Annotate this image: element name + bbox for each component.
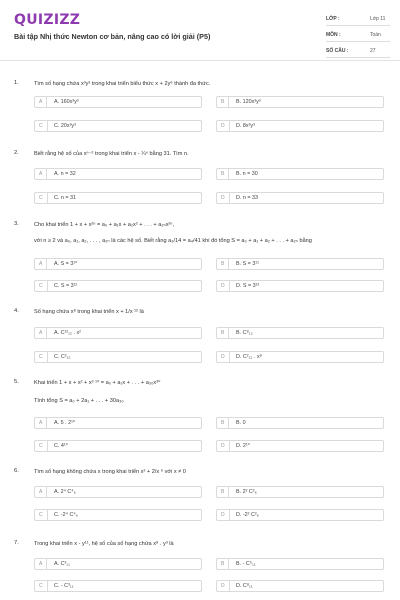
option-b[interactable] [216, 168, 384, 180]
option-text: A. C³₁₁ [54, 561, 70, 567]
option-text: D. 2¹⁰ [236, 443, 250, 449]
question-subtext: với n ≥ 2 và a₀, a₁, a₂, . . . , a₂ₙ là các hệ số. Biết rằng a₃/14 = a₄/41 khi đó tổng S = a₀ + a₁ + a₂ + . . . + a₂ₙ bằng [34, 238, 312, 244]
meta-value: 27 [370, 48, 376, 54]
meta-question-count [326, 46, 390, 58]
question-text: Cho khai triển 1 + x + x²ⁿ = a₀ + a₁x + a₂x² + . . . + a₂ₙx²ⁿ, [34, 222, 175, 228]
option-letter: C [39, 281, 48, 291]
option-text: A. 160x³y³ [54, 99, 79, 105]
option-text: A. C¹²₁₂ . x² [54, 330, 81, 336]
option-letter: C [39, 121, 48, 131]
option-letter: A [39, 259, 47, 269]
option-text: D. 8x³y³ [236, 123, 255, 129]
option-text: D. C²₁₂ . x⁸ [236, 354, 262, 360]
option-text: A. 2⁴ C⁴₆ [54, 489, 76, 495]
option-text: A. 5 . 2¹⁰ [54, 420, 76, 426]
question-number: 2. [14, 150, 19, 156]
option-letter: C [39, 581, 48, 591]
option-text: C. 4¹⁰ [54, 443, 68, 449]
question-text: Khai triển 1 + x + x² + x³ ¹⁰ = a₀ + a₁x + . . . + a₃₀x³⁰ [34, 380, 161, 386]
option-d[interactable] [216, 192, 384, 204]
option-letter: A [39, 169, 47, 179]
option-d[interactable] [216, 580, 384, 592]
meta-label: SỐ CÂU : [326, 48, 349, 54]
question-subtext: Tính tổng S = a₀ + 2a₁ + . . . + 30a₃₀ [34, 398, 124, 404]
option-text: C. -2⁴ C⁴₆ [54, 512, 78, 518]
question-number: 7. [14, 540, 19, 546]
option-d[interactable] [216, 509, 384, 521]
option-text: B. C⁸₁₂ [236, 330, 253, 336]
option-letter: D [221, 581, 230, 591]
option-text: D. C⁸₁₁ [236, 583, 253, 589]
option-d[interactable] [216, 280, 384, 292]
meta-label: MÔN : [326, 32, 341, 38]
question-text: Số hạng chứa x⁸ trong khai triển x + 1/x ¹² là [34, 309, 144, 315]
option-letter: B [221, 97, 229, 107]
option-c[interactable] [34, 280, 202, 292]
option-b[interactable] [216, 96, 384, 108]
option-c[interactable] [34, 580, 202, 592]
meta-value: Lớp 11 [370, 16, 386, 22]
option-letter: A [39, 97, 47, 107]
quizizz-logo: QUIZIZZ [14, 12, 81, 28]
question-text: Tìm số hạng không chứa x trong khai triển x² + 2/x ⁶ với x ≠ 0 [34, 469, 186, 475]
option-letter: C [39, 352, 48, 362]
option-c[interactable] [34, 509, 202, 521]
option-text: B. n = 30 [236, 171, 258, 177]
option-text: B. 2² C²₆ [236, 489, 257, 495]
meta-label: LỚP : [326, 16, 340, 22]
option-text: C. C²₁₂ [54, 354, 71, 360]
question-number: 1. [14, 80, 19, 86]
option-text: B. 0 [236, 420, 246, 426]
meta-value: Toán [370, 32, 381, 38]
option-c[interactable] [34, 351, 202, 363]
option-text: B. - C⁵₁₁ [236, 561, 256, 567]
question-number: 4. [14, 308, 19, 314]
option-letter: C [39, 193, 48, 203]
option-a[interactable] [34, 96, 202, 108]
option-text: C. 20x³y³ [54, 123, 76, 129]
option-letter: B [221, 559, 229, 569]
option-letter: B [221, 418, 229, 428]
option-text: B. 120x³y³ [236, 99, 261, 105]
option-text: D. S = 3¹³ [236, 283, 260, 289]
option-a[interactable] [34, 558, 202, 570]
option-letter: A [39, 487, 47, 497]
option-letter: B [221, 328, 229, 338]
meta-class [326, 14, 390, 26]
option-letter: D [221, 193, 230, 203]
option-letter: B [221, 169, 229, 179]
option-letter: D [221, 281, 230, 291]
question-text: Biết rằng hệ số của xⁿ⁻² trong khai triển x - ¼ⁿ bằng 31. Tìm n. [34, 151, 189, 157]
worksheet-title: Bài tập Nhị thức Newton cơ bản, nâng cao có lời giải (P5) [14, 32, 211, 41]
question-text: Trong khai triển x - y¹¹, hệ số của số hạng chứa x⁸ . y³ là [34, 541, 174, 547]
option-letter: C [39, 441, 48, 451]
option-a[interactable] [34, 417, 202, 429]
option-letter: A [39, 418, 47, 428]
option-letter: D [221, 121, 230, 131]
option-b[interactable] [216, 258, 384, 270]
option-letter: A [39, 328, 47, 338]
option-text: A. n = 32 [54, 171, 76, 177]
question-number: 3. [14, 221, 19, 227]
option-letter: A [39, 559, 47, 569]
option-d[interactable] [216, 440, 384, 452]
option-letter: B [221, 487, 229, 497]
question-number: 6. [14, 468, 19, 474]
option-text: D. n = 33 [236, 195, 259, 201]
option-b[interactable] [216, 417, 384, 429]
question-number: 5. [14, 379, 19, 385]
worksheet-header [14, 10, 386, 62]
option-d[interactable] [216, 120, 384, 132]
option-c[interactable] [34, 120, 202, 132]
option-a[interactable] [34, 486, 202, 498]
option-letter: D [221, 352, 230, 362]
header-divider [0, 60, 400, 61]
option-a[interactable] [34, 258, 202, 270]
option-letter: D [221, 441, 230, 451]
option-c[interactable] [34, 440, 202, 452]
option-text: C. n = 31 [54, 195, 77, 201]
option-letter: D [221, 510, 230, 520]
meta-subject [326, 30, 390, 42]
question-text: Tìm số hạng chứa x³y³ trong khai triển biểu thức x + 2y⁶ thành đa thức. [34, 81, 211, 87]
option-text: B. S = 3¹¹ [236, 261, 259, 267]
option-text: C. - C³₁₁ [54, 583, 74, 589]
option-a[interactable] [34, 168, 202, 180]
option-text: C. S = 3¹² [54, 283, 78, 289]
option-text: A. S = 3¹⁰ [54, 261, 78, 267]
option-text: D. -2² C²₆ [236, 512, 259, 518]
option-letter: C [39, 510, 48, 520]
option-b[interactable] [216, 486, 384, 498]
option-d[interactable] [216, 351, 384, 363]
option-b[interactable] [216, 558, 384, 570]
option-c[interactable] [34, 192, 202, 204]
option-b[interactable] [216, 327, 384, 339]
option-a[interactable] [34, 327, 202, 339]
option-letter: B [221, 259, 229, 269]
